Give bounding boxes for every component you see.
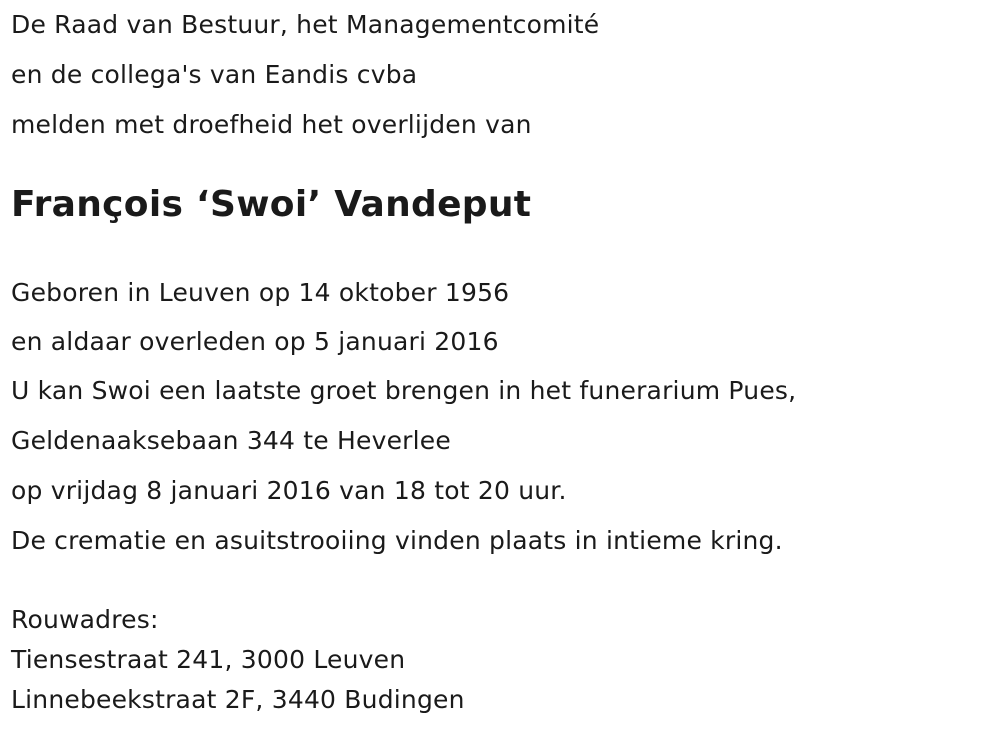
detail-line-street: Geldenaaksebaan 344 te Heverlee (11, 426, 451, 455)
intro-line-2: en de collega's van Eandis cvba (11, 60, 418, 89)
deceased-name: François ‘Swoi’ Vandeput (11, 184, 532, 225)
detail-line-visiting-time: op vrijdag 8 januari 2016 van 18 tot 20 uur. (11, 476, 567, 505)
detail-line-funerarium: U kan Swoi een laatste groet brengen in het funerarium Pues, (11, 376, 797, 405)
intro-line-3: melden met droefheid het overlijden van (11, 110, 532, 139)
address-line-1: Tiensestraat 241, 3000 Leuven (11, 645, 406, 674)
detail-line-cremation: De crematie en asuitstrooiing vinden plaats in intieme kring. (11, 526, 783, 555)
address-label: Rouwadres: (11, 605, 159, 634)
intro-line-1: De Raad van Bestuur, het Managementcomité (11, 10, 600, 39)
address-line-2: Linnebeekstraat 2F, 3440 Budingen (11, 685, 465, 714)
detail-line-birth: Geboren in Leuven op 14 oktober 1956 (11, 278, 510, 307)
detail-line-death: en aldaar overleden op 5 januari 2016 (11, 327, 499, 356)
